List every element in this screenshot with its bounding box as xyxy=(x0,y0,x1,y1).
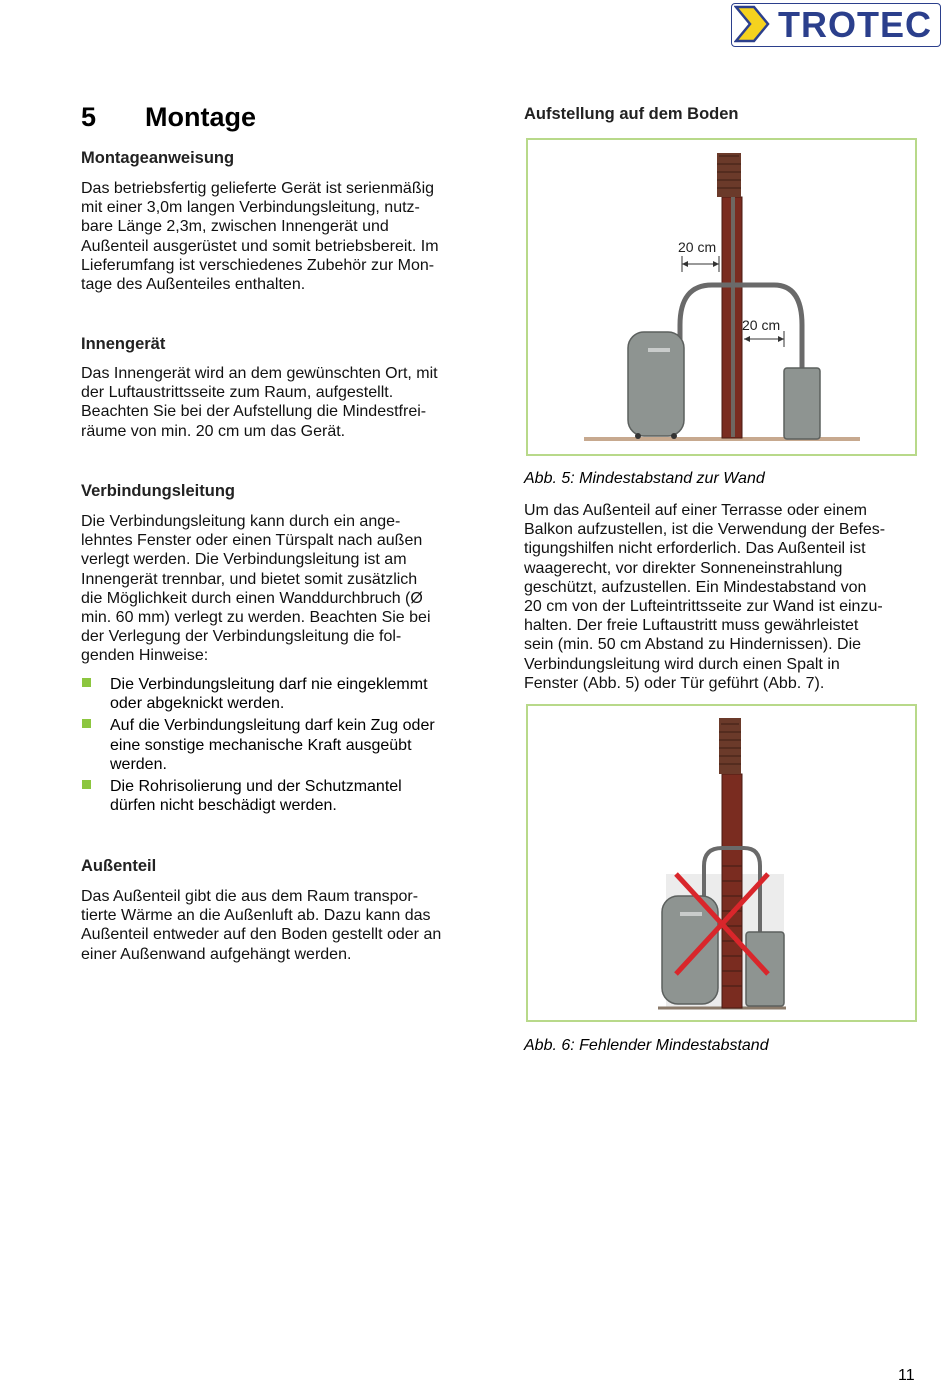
list-item xyxy=(81,675,481,713)
list-item xyxy=(81,716,481,774)
text-line: Innengerät trennbar, und bietet somit zusätzlich xyxy=(81,570,418,588)
figure-6-caption: Abb. 6: Fehlender Mindestabstand xyxy=(524,1037,769,1054)
text-line: Balkon aufzustellen, ist die Verwendung der Befes- xyxy=(524,521,886,539)
text-line: tigungshilfen nicht erforderlich. Das Außenteil ist xyxy=(524,540,866,558)
text-line: Die Rohrisolierung und der Schutzmantel xyxy=(110,778,402,796)
text-line: halten. Der freie Luftaustritt muss gewährleistet xyxy=(524,617,859,635)
text-line: der Verlegung der Verbindungsleitung die fol- xyxy=(81,628,402,646)
text-line: oder abgeknickt werden. xyxy=(110,695,285,713)
bullet-square-icon xyxy=(82,719,91,728)
paragraph-montageanweisung xyxy=(81,179,481,294)
paragraph-verbindungsleitung xyxy=(81,512,481,666)
text-line: verlegt werden. Die Verbindungsleitung ist am xyxy=(81,551,407,569)
figure-5-caption: Abb. 5: Mindestabstand zur Wand xyxy=(524,470,765,487)
list-item xyxy=(81,777,481,815)
logo-wordmark: TROTEC xyxy=(778,4,932,45)
chapter-number: 5 xyxy=(81,102,97,132)
bullet-square-icon xyxy=(82,780,91,789)
text-line: eine sonstige mechanische Kraft ausgeübt xyxy=(110,736,412,754)
text-line: waagerecht, vor direkter Sonneneinstrahlung xyxy=(524,559,843,577)
brick-wall-icon xyxy=(719,718,741,774)
bullet-square-icon xyxy=(82,678,91,687)
text-line: lehntes Fenster oder einen Türspalt nach außen xyxy=(81,532,423,550)
text-line: Um das Außenteil auf einer Terrasse oder einem xyxy=(524,502,867,519)
figure-5-frame xyxy=(526,138,917,456)
text-line: min. 60 mm) verlegt zu werden. Beachten Sie bei xyxy=(81,609,431,627)
text-line: einer Außenwand aufgehängt werden. xyxy=(81,945,352,963)
text-line: Auf die Verbindungsleitung darf kein Zug oder xyxy=(110,717,435,735)
text-line: Die Verbindungsleitung kann durch ein ange- xyxy=(81,513,401,530)
text-line: werden. xyxy=(110,755,167,773)
text-line: genden Hinweise: xyxy=(81,647,209,665)
text-line: der Luftaustrittsseite zum Raum, aufgestellt. xyxy=(81,384,394,402)
paragraph-aussenteil xyxy=(81,887,481,964)
page-number: 11 xyxy=(898,1367,915,1384)
text-line: räume von min. 20 cm um das Gerät. xyxy=(81,422,346,440)
heading-innengeraet: Innengerät xyxy=(81,335,166,353)
text-line: Die Verbindungsleitung darf nie eingeklemmt xyxy=(110,676,428,693)
text-line: Außenteil ausgerüstet und somit betriebsbereit. Im xyxy=(81,237,439,255)
text-line: tierte Wärme an die Außenluft ab. Dazu kann das xyxy=(81,907,431,925)
text-line: Fenster (Abb. 5) oder Tür geführt (Abb. 7). xyxy=(524,674,825,692)
text-line: Verbindungsleitung wird durch einen Spalt in xyxy=(524,655,840,673)
text-line: Das Außenteil gibt die aus dem Raum transpor- xyxy=(81,888,419,905)
text-line: Das Innengerät wird an dem gewünschten Ort, mit xyxy=(81,365,438,382)
text-line: dürfen nicht beschädigt werden. xyxy=(110,797,337,815)
paragraph-innengeraet xyxy=(81,364,481,441)
dimension-label-top: 20 cm xyxy=(678,239,717,255)
text-line: mit einer 3,0m langen Verbindungsleitung, nutz- xyxy=(81,199,420,217)
chapter-heading xyxy=(81,102,256,133)
heading-aussenteil: Außenteil xyxy=(81,857,157,875)
outdoor-unit-icon xyxy=(784,368,820,439)
text-line: geschützt, aufzustellen. Ein Mindestabstand von xyxy=(524,578,867,596)
logo-chevron-icon xyxy=(734,4,778,44)
indoor-unit-icon xyxy=(628,332,684,436)
text-line: 20 cm von der Lufteintrittsseite zur Wand ist einzu- xyxy=(524,598,883,616)
figure-6-illustration xyxy=(528,706,915,1020)
dimension-label-right: 20 cm xyxy=(742,317,781,333)
brick-wall-icon xyxy=(717,153,741,197)
text-line: Lieferumfang ist verschiedenes Zubehör zur Mon- xyxy=(81,256,435,274)
text-line: die Möglichkeit durch einen Wanddurchbruch (Ø xyxy=(81,589,423,607)
text-line: tage des Außenteiles enthalten. xyxy=(81,276,306,294)
text-line: Das betriebsfertig gelieferte Gerät ist serienmäßig xyxy=(81,180,435,197)
paragraph-aufstellung xyxy=(524,501,924,693)
text-line: Außenteil entweder auf den Boden gestellt oder an xyxy=(81,926,442,944)
heading-verbindungsleitung: Verbindungsleitung xyxy=(81,482,236,500)
wall-post-icon xyxy=(722,774,742,1008)
hinweise-list xyxy=(81,675,481,818)
heading-montageanweisung: Montageanweisung xyxy=(81,149,235,167)
figure-6-frame xyxy=(526,704,917,1022)
chapter-title: Montage xyxy=(145,102,256,132)
text-line: Beachten Sie bei der Aufstellung die Mindestfrei- xyxy=(81,403,427,421)
trotec-logo xyxy=(731,3,941,47)
text-line: bare Länge 2,3m, zwischen Innengerät und xyxy=(81,218,389,236)
figure-5-illustration xyxy=(528,140,915,454)
text-line: sein (min. 50 cm Abstand zu Hindernissen). Die xyxy=(524,636,862,654)
heading-aufstellung: Aufstellung auf dem Boden xyxy=(524,105,739,123)
